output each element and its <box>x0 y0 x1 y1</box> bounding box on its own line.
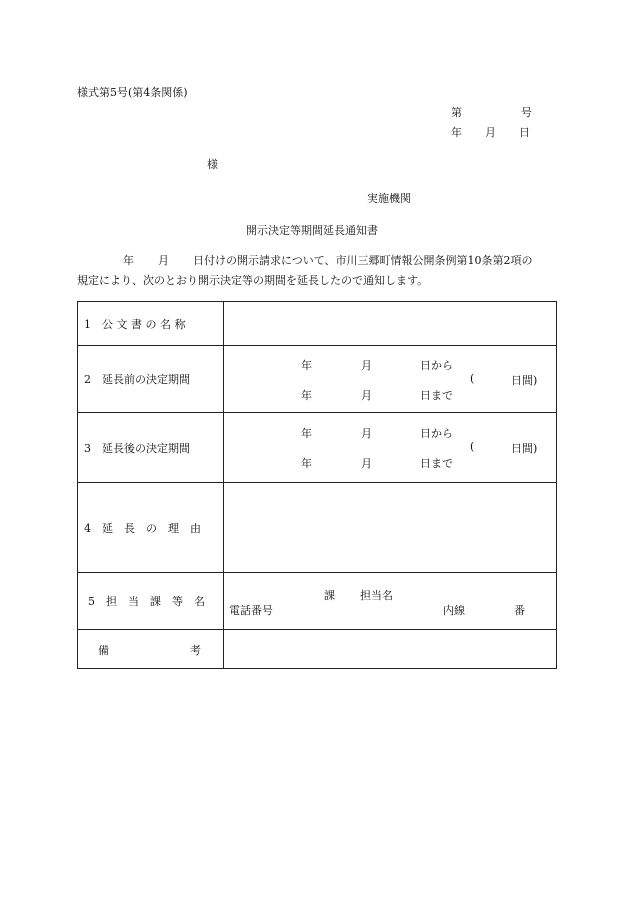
addressee-sama: 様 <box>207 158 218 171</box>
contact-ka: 課 <box>324 589 335 602</box>
row-period-before <box>78 346 557 413</box>
after-paren-open: ( <box>470 440 475 453</box>
row-document-name <box>78 302 557 346</box>
form-number-label: 様式第5号(第4条関係) <box>77 86 188 99</box>
value-period-after[interactable] <box>224 413 557 483</box>
organization-name: 実施機関 <box>367 192 411 205</box>
value-period-before[interactable] <box>224 346 557 413</box>
doc-number-go: 号 <box>521 106 532 119</box>
body-year: 年 <box>123 254 134 267</box>
label-reason: 4 延 長 の 理 由 <box>84 521 201 535</box>
after-until-month: 月 <box>361 457 372 470</box>
after-from-month: 月 <box>361 427 372 440</box>
contact-tel-label: 電話番号 <box>229 604 273 617</box>
remarks-label-kou: 考 <box>190 644 201 657</box>
value-reason[interactable] <box>224 483 557 573</box>
after-days-close: 日間) <box>511 442 538 455</box>
row-department <box>78 573 557 630</box>
label-period-after: 3 延長後の決定期間 <box>84 441 190 455</box>
value-department[interactable] <box>224 573 557 630</box>
row-remarks <box>78 630 557 669</box>
before-days-close: 日間) <box>511 374 538 387</box>
before-from-month: 月 <box>361 359 372 372</box>
label-period-before: 2 延長前の決定期間 <box>84 373 190 386</box>
body-month: 月 <box>158 254 169 267</box>
label-department: 5 担 当 課 等 名 <box>88 595 205 608</box>
body-text-line-1 <box>77 252 559 268</box>
body-text-line-2: 規定により、次のとおり開示決定等の期間を延長したので通知します。 <box>77 274 429 287</box>
value-document-name[interactable] <box>224 302 557 346</box>
value-remarks[interactable] <box>224 630 557 669</box>
document-title: 開示決定等期間延長通知書 <box>246 224 378 237</box>
row-reason <box>78 483 557 573</box>
contact-naisen-label: 内線 <box>443 604 465 617</box>
label-remarks <box>78 630 223 668</box>
remarks-label-bi: 備 <box>98 644 109 657</box>
after-until-day: 日まで <box>420 457 453 470</box>
contact-tanto: 担当名 <box>360 589 393 602</box>
contact-ban-label: 番 <box>514 604 525 617</box>
date-year: 年 <box>451 126 462 139</box>
doc-number-dai: 第 <box>451 106 462 119</box>
before-until-day: 日まで <box>420 389 453 402</box>
date-month: 月 <box>485 126 496 139</box>
row-period-after <box>78 413 557 483</box>
body-line1-rest: 日付けの開示請求について、市川三郷町情報公開条例第10条第2項の <box>193 254 533 267</box>
before-paren-open: ( <box>470 372 475 385</box>
before-from-day: 日から <box>420 359 453 372</box>
detail-table <box>77 301 557 669</box>
after-from-year: 年 <box>301 427 312 440</box>
after-until-year: 年 <box>301 457 312 470</box>
label-document-name: 1 公 文 書 の 名 称 <box>84 317 186 331</box>
date-day: 日 <box>519 126 530 139</box>
before-until-year: 年 <box>301 389 312 402</box>
after-from-day: 日から <box>420 427 453 440</box>
before-from-year: 年 <box>301 359 312 372</box>
before-until-month: 月 <box>361 389 372 402</box>
